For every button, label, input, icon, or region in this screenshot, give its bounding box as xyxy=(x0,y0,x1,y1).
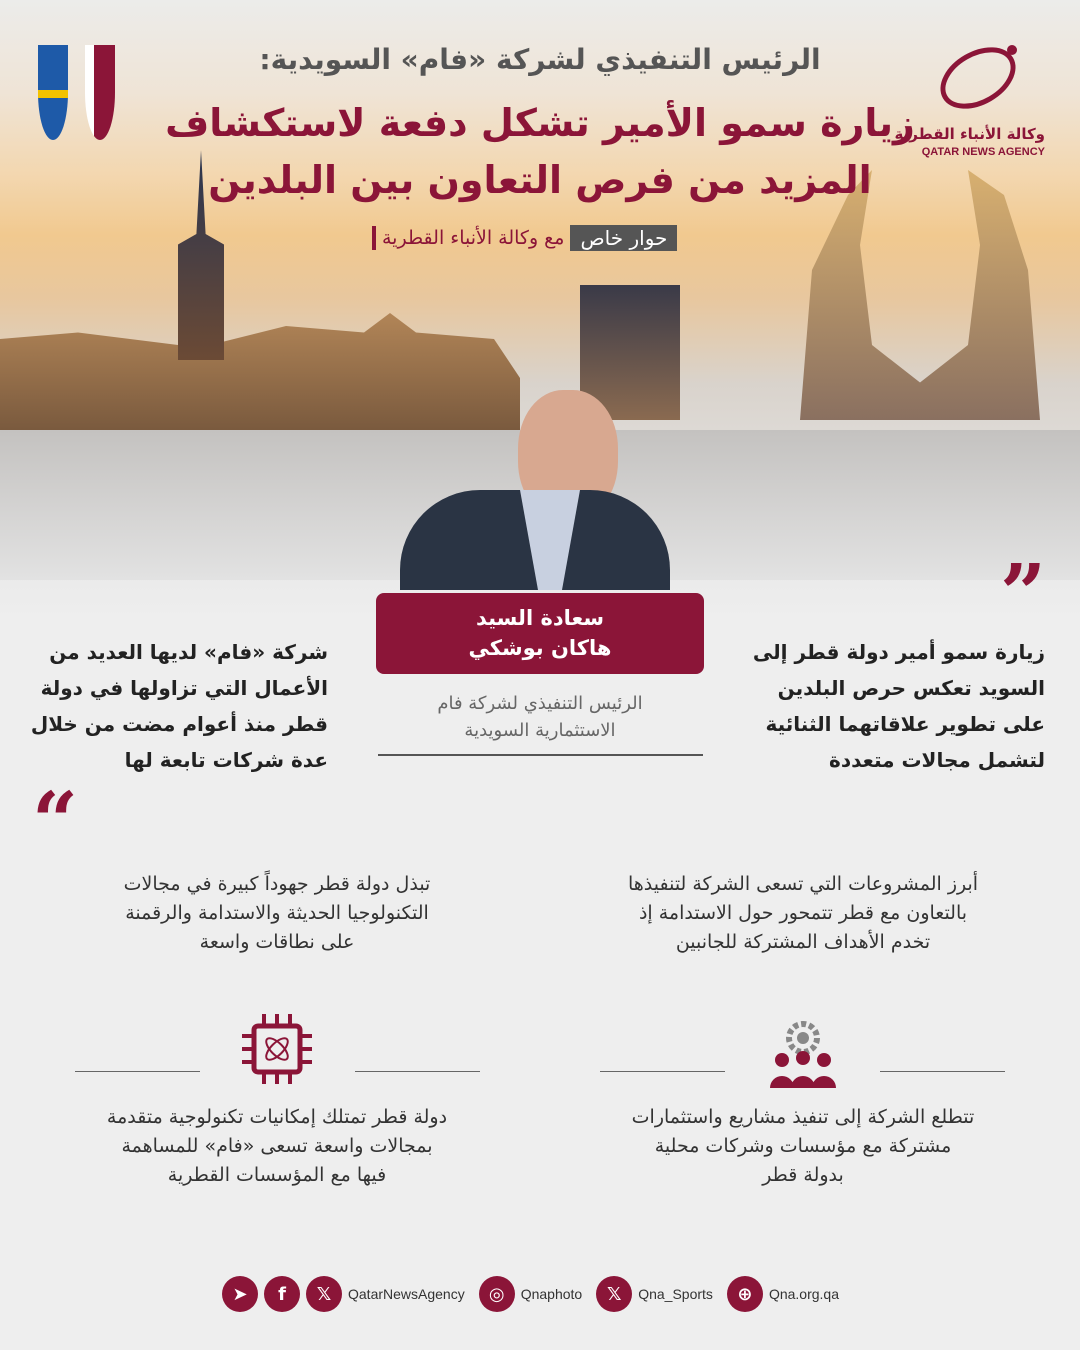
tag-rest: مع وكالة الأنباء القطرية xyxy=(382,227,565,249)
subtitle: الرئيس التنفيذي لشركة «فام» السويدية: xyxy=(259,43,821,76)
logo-arabic: وكالة الأنباء القطرية xyxy=(894,125,1045,143)
divider xyxy=(378,754,703,756)
chip-technology-icon xyxy=(240,1012,314,1086)
main-handle[interactable]: QatarNewsAgency xyxy=(348,1286,465,1302)
social-website[interactable] xyxy=(727,1276,839,1312)
point-line: مشتركة مع مؤسسات وشركات محلية xyxy=(654,1135,952,1157)
person-name: هاكان بوشكي xyxy=(468,636,612,660)
point-line: أبرز المشروعات التي تسعى الشركة لتنفيذها xyxy=(627,873,979,895)
quote-line: على تطوير علاقاتهما الثنائية xyxy=(765,712,1045,736)
point-line: بالتعاون مع قطر تتمحور حول الاستدامة إذ xyxy=(638,902,968,924)
x-icon[interactable]: 𝕏 xyxy=(596,1276,632,1312)
point-middle-left xyxy=(37,870,517,957)
quote-line: لتشمل مجالات متعددة xyxy=(829,748,1045,772)
point-line: تبذل دولة قطر جهوداً كبيرة في مجالات xyxy=(123,873,431,895)
point-line: فيها مع المؤسسات القطرية xyxy=(167,1164,387,1186)
telegram-icon[interactable]: ➤ xyxy=(222,1276,258,1312)
quote-close-icon: “ xyxy=(32,786,79,856)
person-role xyxy=(376,690,704,744)
divider xyxy=(600,1071,725,1072)
quote-line: زيارة سمو أمير دولة قطر إلى xyxy=(752,640,1045,664)
sweden-flag xyxy=(38,45,68,140)
quote-line: شركة «فام» لديها العديد من xyxy=(49,640,328,664)
portrait-photo xyxy=(400,390,670,590)
logo-english: QATAR NEWS AGENCY xyxy=(921,146,1045,158)
team-gear-icon xyxy=(766,1016,840,1090)
point-bottom-left xyxy=(37,1103,517,1190)
tag-bar xyxy=(372,226,376,250)
quote-line: عدة شركات تابعة لها xyxy=(124,748,328,772)
divider xyxy=(880,1071,1005,1072)
footer-social xyxy=(222,1276,839,1312)
point-line: تتطلع الشركة إلى تنفيذ مشاريع واستثمارات xyxy=(631,1106,975,1128)
title-line-2: المزيد من فرص التعاون بين البلدين xyxy=(208,158,872,202)
globe-icon[interactable]: ⊕ xyxy=(727,1276,763,1312)
name-box xyxy=(376,593,704,674)
social-x-sports[interactable] xyxy=(596,1276,713,1312)
x-icon[interactable]: 𝕏 xyxy=(306,1276,342,1312)
role-line-2: الاستثمارية السويدية xyxy=(464,720,616,741)
point-middle-right xyxy=(563,870,1043,957)
interview-tag xyxy=(372,225,677,251)
role-line-1: الرئيس التنفيذي لشركة فام xyxy=(437,693,643,714)
divider xyxy=(355,1071,480,1072)
point-line: التكنولوجيا الحديثة والاستدامة والرقمنة xyxy=(125,902,429,924)
social-main[interactable] xyxy=(222,1276,465,1312)
facebook-icon[interactable]: f xyxy=(264,1276,300,1312)
sports-handle[interactable]: Qna_Sports xyxy=(638,1286,713,1302)
title-line-1: زيارة سمو الأمير تشكل دفعة لاستكشاف xyxy=(165,101,915,145)
divider xyxy=(75,1071,200,1072)
quote-line: السويد تعكس حرص البلدين xyxy=(777,676,1045,700)
quote-line: الأعمال التي تزاولها في دولة xyxy=(40,676,328,700)
website-link[interactable]: Qna.org.qa xyxy=(768,1286,839,1302)
tag-highlight: حوار خاص xyxy=(570,225,677,251)
katara-towers xyxy=(800,170,1040,420)
quote-line: قطر منذ أعوام مضت من خلال xyxy=(30,712,328,736)
social-instagram[interactable] xyxy=(479,1276,583,1312)
point-line: بمجالات واسعة تسعى «فام» للمساهمة xyxy=(121,1135,433,1157)
point-line: دولة قطر تمتلك إمكانيات تكنولوجية متقدمة xyxy=(106,1106,448,1128)
point-bottom-right xyxy=(563,1103,1043,1190)
instagram-handle[interactable]: Qnaphoto xyxy=(520,1286,583,1302)
point-line: بدولة قطر xyxy=(762,1164,844,1186)
quote-open-icon: ” xyxy=(1000,558,1047,628)
quote-right xyxy=(730,634,1045,778)
quote-left xyxy=(20,634,328,778)
point-line: على نطاقات واسعة xyxy=(199,931,355,953)
point-line: تخدم الأهداف المشتركة للجانبين xyxy=(675,931,931,953)
honorific: سعادة السيد xyxy=(475,606,605,630)
instagram-icon[interactable]: ◎ xyxy=(479,1276,515,1312)
